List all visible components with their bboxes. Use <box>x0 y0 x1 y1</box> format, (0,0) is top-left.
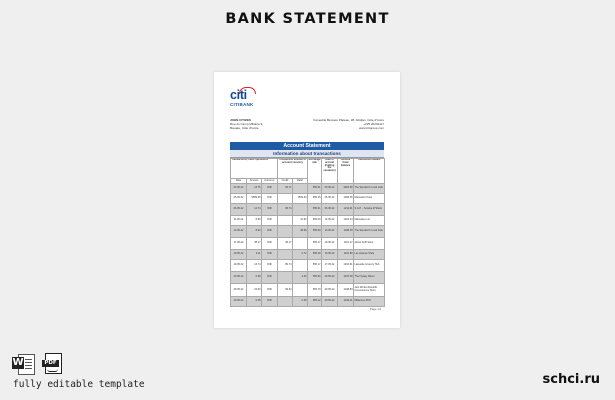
logo-brand: citi <box>230 88 247 102</box>
cell-debit: 41.92 <box>293 216 308 226</box>
cell-details: Akissi Koffi Store <box>354 238 385 250</box>
header-transaction-amount: Transaction amount in account currency <box>278 159 308 179</box>
statement-table-block <box>230 142 384 307</box>
table-row <box>231 184 385 194</box>
cell-debit <box>293 284 308 297</box>
cell-rate: 655.31 <box>308 184 322 194</box>
cell-amount: 0.11 <box>247 250 262 260</box>
header-details: Transaction details <box>354 159 385 184</box>
header-date-accrual: Date of accrual (making the operation) <box>322 159 338 184</box>
cell-accrual: 06.05.22 <box>322 204 338 216</box>
cell-balance: 1110.89 <box>338 250 354 260</box>
cell-balance: 1308.56 <box>338 194 354 204</box>
cell-credit <box>278 272 293 284</box>
editable-template-caption: fully editable template <box>13 379 145 390</box>
cell-date: 28.05.22 <box>231 284 247 297</box>
cell-rate: 655.00 <box>308 226 322 238</box>
cell-debit <box>293 184 308 194</box>
cell-details: Les Ananas Shop <box>354 250 385 260</box>
word-file-icon <box>12 352 34 374</box>
cell-date: 20.05.22 <box>231 272 247 284</box>
cell-currency: XOF <box>262 184 278 194</box>
customer-line2: Bouake, Côte d'Ivoire <box>230 126 259 130</box>
cell-details: Just Drinks Republic Convenience Store <box>354 284 385 297</box>
cell-accrual: 13.05.22 <box>322 226 338 238</box>
cell-amount: 0.66 <box>247 272 262 284</box>
customer-line1: Rue du Camp Militaire 9, <box>230 122 264 126</box>
cell-currency: XOF <box>262 216 278 226</box>
cell-accrual: 12.05.22 <box>322 216 338 226</box>
table-row <box>231 284 385 297</box>
cell-currency: XOF <box>262 260 278 272</box>
cell-date: 05.05.22 <box>231 194 247 204</box>
cell-amount: 13.75 <box>247 184 262 194</box>
cell-accrual: 29.05.22 <box>322 284 338 297</box>
header-exchange-rate: Exchange rate <box>308 159 322 184</box>
cell-balance: 1047.48 <box>338 272 354 284</box>
pdf-file-icon <box>42 352 64 374</box>
statement-title: Account Statement <box>230 142 384 150</box>
cell-debit: 1509.30 <box>293 194 308 204</box>
transactions-table <box>230 158 385 307</box>
cell-rate: 655.60 <box>308 272 322 284</box>
cell-rate: 655.01 <box>308 204 322 216</box>
cell-credit: 93.71 <box>278 184 293 194</box>
cell-accrual: 19.05.22 <box>322 250 338 260</box>
citi-arc-icon <box>239 87 256 94</box>
cell-accrual: 20.05.22 <box>322 272 338 284</box>
cell-amount: 8.80 <box>247 216 262 226</box>
cell-credit <box>278 194 293 204</box>
cell-amount: 38.17 <box>247 238 262 250</box>
cell-date: 19.05.22 <box>231 250 247 260</box>
section-title: Information about transactions <box>230 150 384 158</box>
cell-credit <box>278 297 293 307</box>
table-row <box>231 272 385 284</box>
pdf-swoosh-icon <box>47 369 58 372</box>
header-final-balance: Amount Final balance <box>338 159 354 184</box>
table-row <box>231 238 385 250</box>
cell-date: 04.05.22 <box>231 184 247 194</box>
cell-credit <box>278 216 293 226</box>
cell-balance: 1043.91 <box>338 260 354 272</box>
cell-credit: 96.74 <box>278 204 293 216</box>
cell-currency: XOF <box>262 238 278 250</box>
cell-debit: 4.36 <box>293 272 308 284</box>
customer-address <box>230 118 300 130</box>
cell-details: The Sandwich Local Cafe <box>354 184 385 194</box>
cell-details: Mamadou Kone <box>354 194 385 204</box>
header-transactions: Transactions, other operations <box>231 159 278 179</box>
cell-balance: 1248.83 <box>338 284 354 297</box>
cell-date: 29.05.22 <box>231 297 247 307</box>
cell-details: Lakeside Grocery Hub <box>354 260 385 272</box>
cell-amount: 13.74 <box>247 260 262 272</box>
cell-accrual: 17.05.22 <box>322 260 338 272</box>
table-row <box>231 194 385 204</box>
cell-amount: 15.63 <box>247 284 262 297</box>
cell-accrual: 29.05.22 <box>322 297 338 307</box>
table-row <box>231 260 385 272</box>
cell-credit: 99.32 <box>278 284 293 297</box>
cell-debit: 0.38 <box>293 297 308 307</box>
cell-debit: 0.72 <box>293 250 308 260</box>
bank-address <box>302 118 384 130</box>
cell-date: 11.05.22 <box>231 216 247 226</box>
cell-credit <box>278 226 293 238</box>
cell-balance: 4463.58 <box>338 184 354 194</box>
subheader-debit: Debit <box>293 179 308 184</box>
logo-bank-name: CITIBANK <box>230 102 254 107</box>
table-row <box>231 250 385 260</box>
cell-accrual: 06.05.22 <box>322 194 338 204</box>
table-row <box>231 297 385 307</box>
cell-amount: 9589.56 <box>247 194 262 204</box>
cell-rate: 655.12 <box>308 297 322 307</box>
cell-credit: 89.74 <box>278 260 293 272</box>
cell-credit <box>278 250 293 260</box>
cell-date: 19.05.22 <box>231 260 247 272</box>
customer-name: JOHN CITIZEN <box>230 118 251 122</box>
cell-currency: XOF <box>262 250 278 260</box>
statement-document <box>214 72 400 328</box>
subheader-credit: Credit <box>278 179 293 184</box>
subheader-amount: Amount <box>247 179 262 184</box>
citibank-logo <box>230 90 268 111</box>
site-watermark: schci.ru <box>542 372 600 387</box>
cell-currency: XOF <box>262 194 278 204</box>
cell-amount: 0.05 <box>247 297 262 307</box>
cell-rate: 655.17 <box>308 238 322 250</box>
pdf-label: PDF <box>42 360 59 367</box>
cell-accrual: 05.05.22 <box>322 184 338 194</box>
bank-line1: Immeuble Bémaco Plateau, 28, Abidjan, Côte d'Ivoire <box>313 118 384 122</box>
cell-currency: XOF <box>262 226 278 238</box>
subheader-currency: Currency <box>262 179 278 184</box>
cell-currency: XOF <box>262 272 278 284</box>
cell-details: The Flyway Room <box>354 272 385 284</box>
cell-debit <box>293 260 308 272</box>
cell-details: S.G.P. - Société d'Hôtels <box>354 204 385 216</box>
word-label: W <box>12 357 24 368</box>
cell-rate: 655.15 <box>308 194 322 204</box>
cell-debit <box>293 238 308 250</box>
bank-phone: +225 20204117 <box>363 122 384 126</box>
cell-credit: 38.17 <box>278 238 293 250</box>
cell-debit <box>293 204 308 216</box>
cell-balance: 1198.39 <box>338 226 354 238</box>
cell-amount: 14.74 <box>247 204 262 216</box>
cell-accrual: 18.05.22 <box>322 238 338 250</box>
table-header-row <box>231 159 385 179</box>
cell-details: Millenium ATM <box>354 297 385 307</box>
cell-rate: 656.00 <box>308 216 322 226</box>
cell-rate: 655.18 <box>308 250 322 260</box>
cell-balance: 1211.91 <box>338 204 354 216</box>
cell-amount: 8.63 <box>247 226 262 238</box>
subheader-date: Date <box>231 179 247 184</box>
cell-balance: 1110.17 <box>338 238 354 250</box>
table-row <box>231 204 385 216</box>
cell-balance: 1223.24 <box>338 216 354 226</box>
cell-details: Mamadou Lot <box>354 216 385 226</box>
cell-balance: 1249.21 <box>338 297 354 307</box>
cell-debit: 48.96 <box>293 226 308 238</box>
page-title: BANK STATEMENT <box>225 11 390 27</box>
cell-currency: XOF <box>262 284 278 297</box>
bank-web: www.citigroup.com <box>358 126 384 130</box>
cell-currency: XOF <box>262 204 278 216</box>
table-row <box>231 216 385 226</box>
cell-rate: 656.79 <box>308 284 322 297</box>
cell-date: 13.05.22 <box>231 226 247 238</box>
cell-date: 17.05.22 <box>231 238 247 250</box>
cell-currency: XOF <box>262 297 278 307</box>
cell-rate: 655.17 <box>308 260 322 272</box>
page-number: Page 1/1 <box>370 307 382 311</box>
table-row <box>231 226 385 238</box>
cell-date: 06.05.22 <box>231 204 247 216</box>
cell-details: The Sandwich Local Cafe <box>354 226 385 238</box>
